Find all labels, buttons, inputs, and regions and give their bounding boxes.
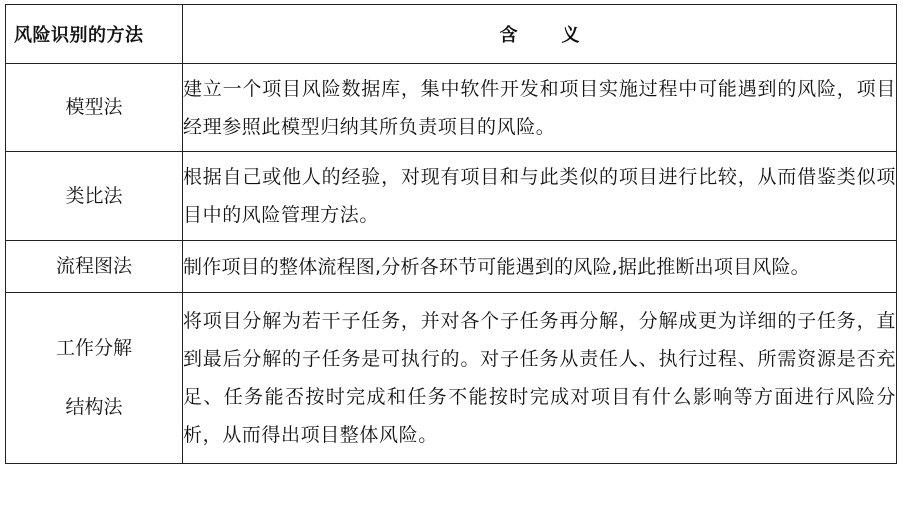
table-row [6, 64, 897, 152]
method-meaning-flowchart: 制作项目的整体流程图,分析各环节可能遇到的风险,据此推断出项目风险。 [183, 241, 897, 293]
table-row [6, 241, 897, 293]
table-row [6, 152, 897, 241]
method-name-wbs-line1: 工作分解 [55, 337, 132, 359]
method-name-wbs-line2: 结构法 [65, 396, 123, 418]
method-name-analogy: 类比法 [6, 152, 183, 241]
header-method: 风险识别的方法 [6, 5, 183, 64]
table-header-row [6, 5, 897, 64]
risk-identification-table [5, 4, 897, 464]
method-name-model: 模型法 [6, 64, 183, 152]
method-meaning-model: 建立一个项目风险数据库，集中软件开发和项目实施过程中可能遇到的风险，项目经理参照此模型归纳其所负责项目的风险。 [183, 64, 897, 152]
method-name-flowchart: 流程图法 [6, 241, 183, 293]
header-meaning [183, 5, 897, 64]
method-meaning-analogy: 根据自己或他人的经验，对现有项目和与此类似的项目进行比较，从而借鉴类似项目中的风险管理方法。 [183, 152, 897, 241]
header-meaning-char-2: 义 [561, 25, 580, 46]
table-row [6, 293, 897, 464]
method-name-wbs [6, 293, 183, 464]
method-meaning-wbs: 将项目分解为若干子任务，并对各个子任务再分解，分解成更为详细的子任务，直到最后分解的子任务是可执行的。对子任务从责任人、执行过程、所需资源是否充足、任务能否按时完成和任务不能按时完成对项目有什么影响等方面进行风险分析，从而得出项目整体风险。 [183, 293, 897, 464]
header-meaning-char-1: 含 [499, 25, 518, 46]
